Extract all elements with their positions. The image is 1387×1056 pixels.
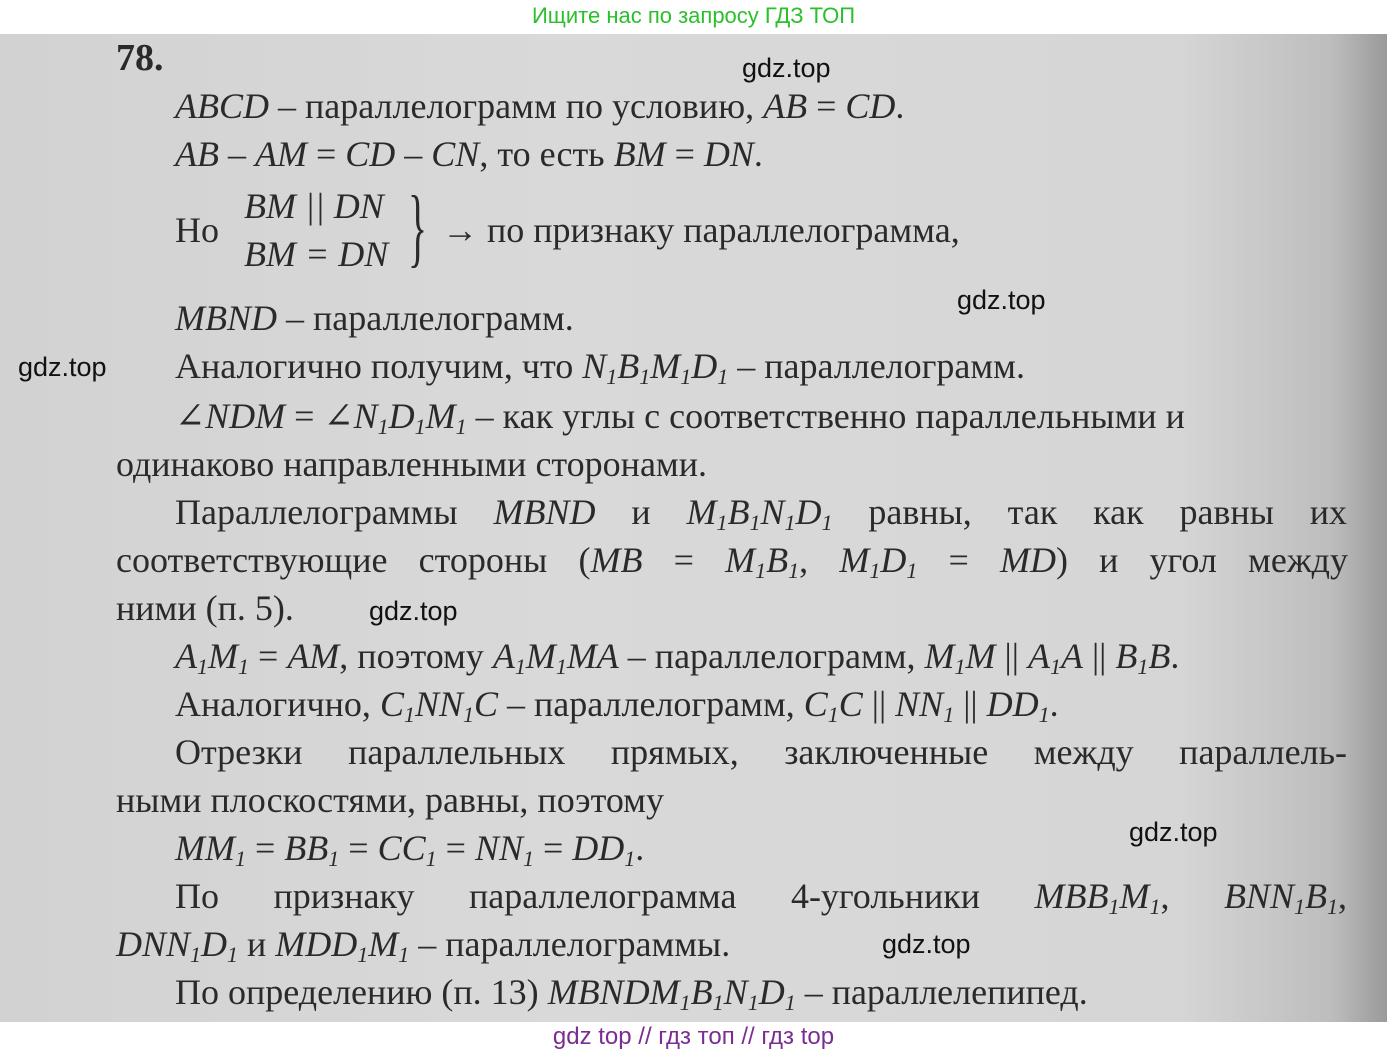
text-line-8: Параллелограммы MBND и $M_1B_1N_1D_1$ равны, так как равны их bbox=[175, 492, 1348, 535]
text-line-18: По определению (п. 13) $MBNDM_1B_1N_1D_1$ – параллелепипед. bbox=[175, 972, 1088, 1015]
bottom-banner: gdz top // гдз топ // гдз top bbox=[0, 1022, 1387, 1056]
text-line-5: Аналогично получим, что $N_1B_1M_1D_1$ – параллелограмм. bbox=[175, 346, 1025, 389]
text-line-16: По признаку параллелограмма 4-угольники $MBB_1M_1$, $BNN_1B_1$, bbox=[175, 876, 1348, 919]
text-line-9: соответствующие стороны ($MB = M_1B_1$, $M_1D_1 = MD$) и угол между bbox=[116, 540, 1349, 583]
text-line-13: Отрезки параллельных прямых, заключенные между параллель- bbox=[175, 732, 1347, 772]
watermark-2: gdz.top bbox=[957, 285, 1046, 315]
system-eq-1: BM || DN bbox=[244, 186, 384, 226]
watermark-1: gdz.top bbox=[742, 53, 831, 83]
text-line-14: ными плоскостями, равны, поэтому bbox=[116, 780, 664, 820]
watermark-6: gdz.top bbox=[882, 929, 971, 959]
textbook-page bbox=[0, 34, 1387, 1022]
problem-number: 78. bbox=[116, 37, 164, 79]
text-no: Но bbox=[175, 210, 219, 250]
text-line-10: ними (п. 5). bbox=[116, 588, 294, 628]
curly-brace: } bbox=[408, 179, 428, 276]
watermark-5: gdz.top bbox=[1129, 817, 1218, 847]
watermark-3: gdz.top bbox=[18, 352, 107, 382]
text-line-2: AB – AM = CD – CN, то есть BM = DN. bbox=[175, 134, 763, 174]
watermark-4: gdz.top bbox=[369, 596, 458, 626]
text-line-7: одинаково направленными сторонами. bbox=[116, 444, 707, 484]
text-line-6: ∠NDM = $\angle N_1D_1M_1$ – как углы с соответственно параллельными и bbox=[175, 396, 1185, 439]
text-line-4: MBND – параллелограмм. bbox=[175, 298, 574, 338]
text-line-1: ABCD – параллелограмм по условию, AB = CD. bbox=[175, 86, 905, 126]
text-line-3: → по признаку параллелограмма, bbox=[442, 210, 960, 250]
system-eq-2: BM = DN bbox=[244, 234, 389, 274]
text-line-12: Аналогично, $C_1NN_1C$ – параллелограмм, $C_1C$ || $NN_1$ || $DD_1$. bbox=[175, 684, 1059, 727]
text-line-15: $MM_1 = BB_1 = CC_1 = NN_1 = DD_1$. bbox=[175, 828, 645, 871]
text-line-11: $A_1M_1$ = AM, поэтому $A_1M_1MA$ – параллелограмм, $M_1M$ || $A_1A$ || $B_1B$. bbox=[175, 636, 1180, 679]
text-line-17: $DNN_1D_1$ и $MDD_1M_1$ – параллелограммы. bbox=[116, 924, 731, 967]
top-banner: Ищите нас по запросу ГДЗ ТОП bbox=[0, 0, 1387, 34]
